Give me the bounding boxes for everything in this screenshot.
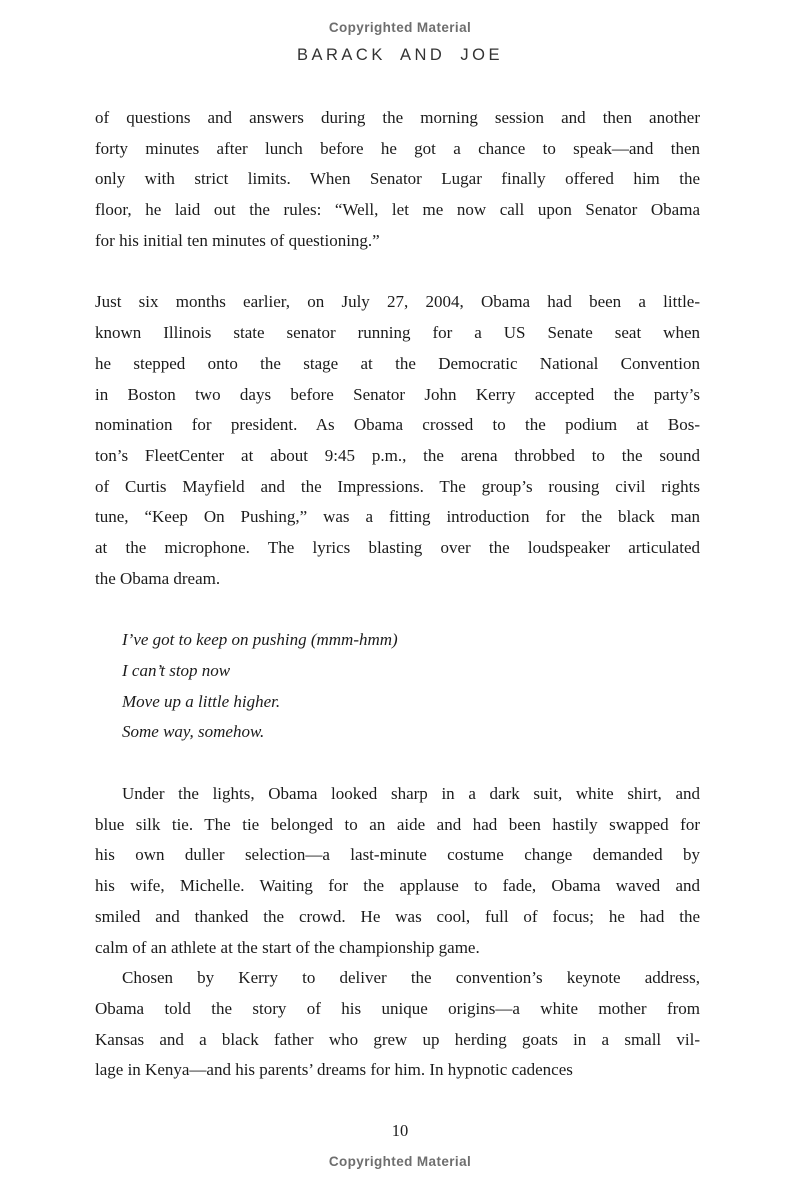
text-line: Under the lights, Obama looked sharp in a dark suit, white shirt, and <box>122 784 700 804</box>
paragraph <box>95 779 700 963</box>
text-line: only with strict limits. When Senator Lugar finally offered him the <box>95 169 700 189</box>
text-line: of questions and answers during the morning session and then another <box>95 108 700 127</box>
header-copyright-notice: Copyrighted Material <box>328 20 472 35</box>
text-line: ton’s FleetCenter at about 9:45 p.m., the arena throbbed to the sound <box>95 445 700 465</box>
footer-copyright-notice: Copyrighted Material <box>328 1154 472 1169</box>
text-line: tune, “Keep On Pushing,” was a fitting introduction for the black man <box>95 507 700 527</box>
text-line: of Curtis Mayfield and the Impressions. The group’s rousing civil rights <box>95 476 700 496</box>
verse-line: I’ve got to keep on pushing (mmm-hmm) <box>122 630 398 650</box>
verse-line: Move up a little higher. <box>122 691 281 711</box>
text-line: he stepped onto the stage at the Democratic National Convention <box>95 353 700 373</box>
text-line: blue silk tie. The tie belonged to an aide and had been hastily swapped for <box>95 814 700 834</box>
paragraph <box>95 963 700 1086</box>
body-text <box>95 103 700 1086</box>
text-line: floor, he laid out the rules: “Well, let me now call upon Senator Obama <box>95 200 700 220</box>
text-line: Chosen by Kerry to deliver the convention’s keynote address, <box>122 968 700 988</box>
text-line: known Illinois state senator running for a US Senate seat when <box>95 323 700 343</box>
paragraph <box>95 287 700 594</box>
text-line: calm of an athlete at the start of the championship game. <box>95 937 480 957</box>
verse-line: Some way, somehow. <box>122 722 265 742</box>
page-number: 10 <box>391 1121 409 1140</box>
text-line: nomination for president. As Obama crossed to the podium at Bos- <box>95 415 700 435</box>
running-head-book-title: BARACK AND JOE <box>296 46 504 64</box>
text-line: Kansas and a black father who grew up herding goats in a small vil- <box>95 1029 700 1049</box>
verse-block <box>95 625 700 748</box>
text-line: for his initial ten minutes of questioning.” <box>95 230 380 250</box>
text-line: his wife, Michelle. Waiting for the applause to fade, Obama waved and <box>95 876 700 896</box>
text-line: the Obama dream. <box>95 568 221 588</box>
text-line: lage in Kenya—and his parents’ dreams for him. In hypnotic cadences <box>95 1060 573 1080</box>
text-line: forty minutes after lunch before he got a chance to speak—and then <box>95 138 700 158</box>
text-line: Just six months earlier, on July 27, 2004, Obama had been a little- <box>95 292 700 312</box>
text-line: at the microphone. The lyrics blasting over the loudspeaker articulated <box>95 537 700 557</box>
text-line: in Boston two days before Senator John Kerry accepted the party’s <box>95 384 700 404</box>
paragraph <box>95 103 700 256</box>
text-line: Obama told the story of his unique origins—a white mother from <box>95 998 700 1018</box>
text-line: his own duller selection—a last-minute costume change demanded by <box>95 845 700 865</box>
text-line: smiled and thanked the crowd. He was cool, full of focus; he had the <box>95 906 700 926</box>
verse-line: I can’t stop now <box>122 661 231 680</box>
